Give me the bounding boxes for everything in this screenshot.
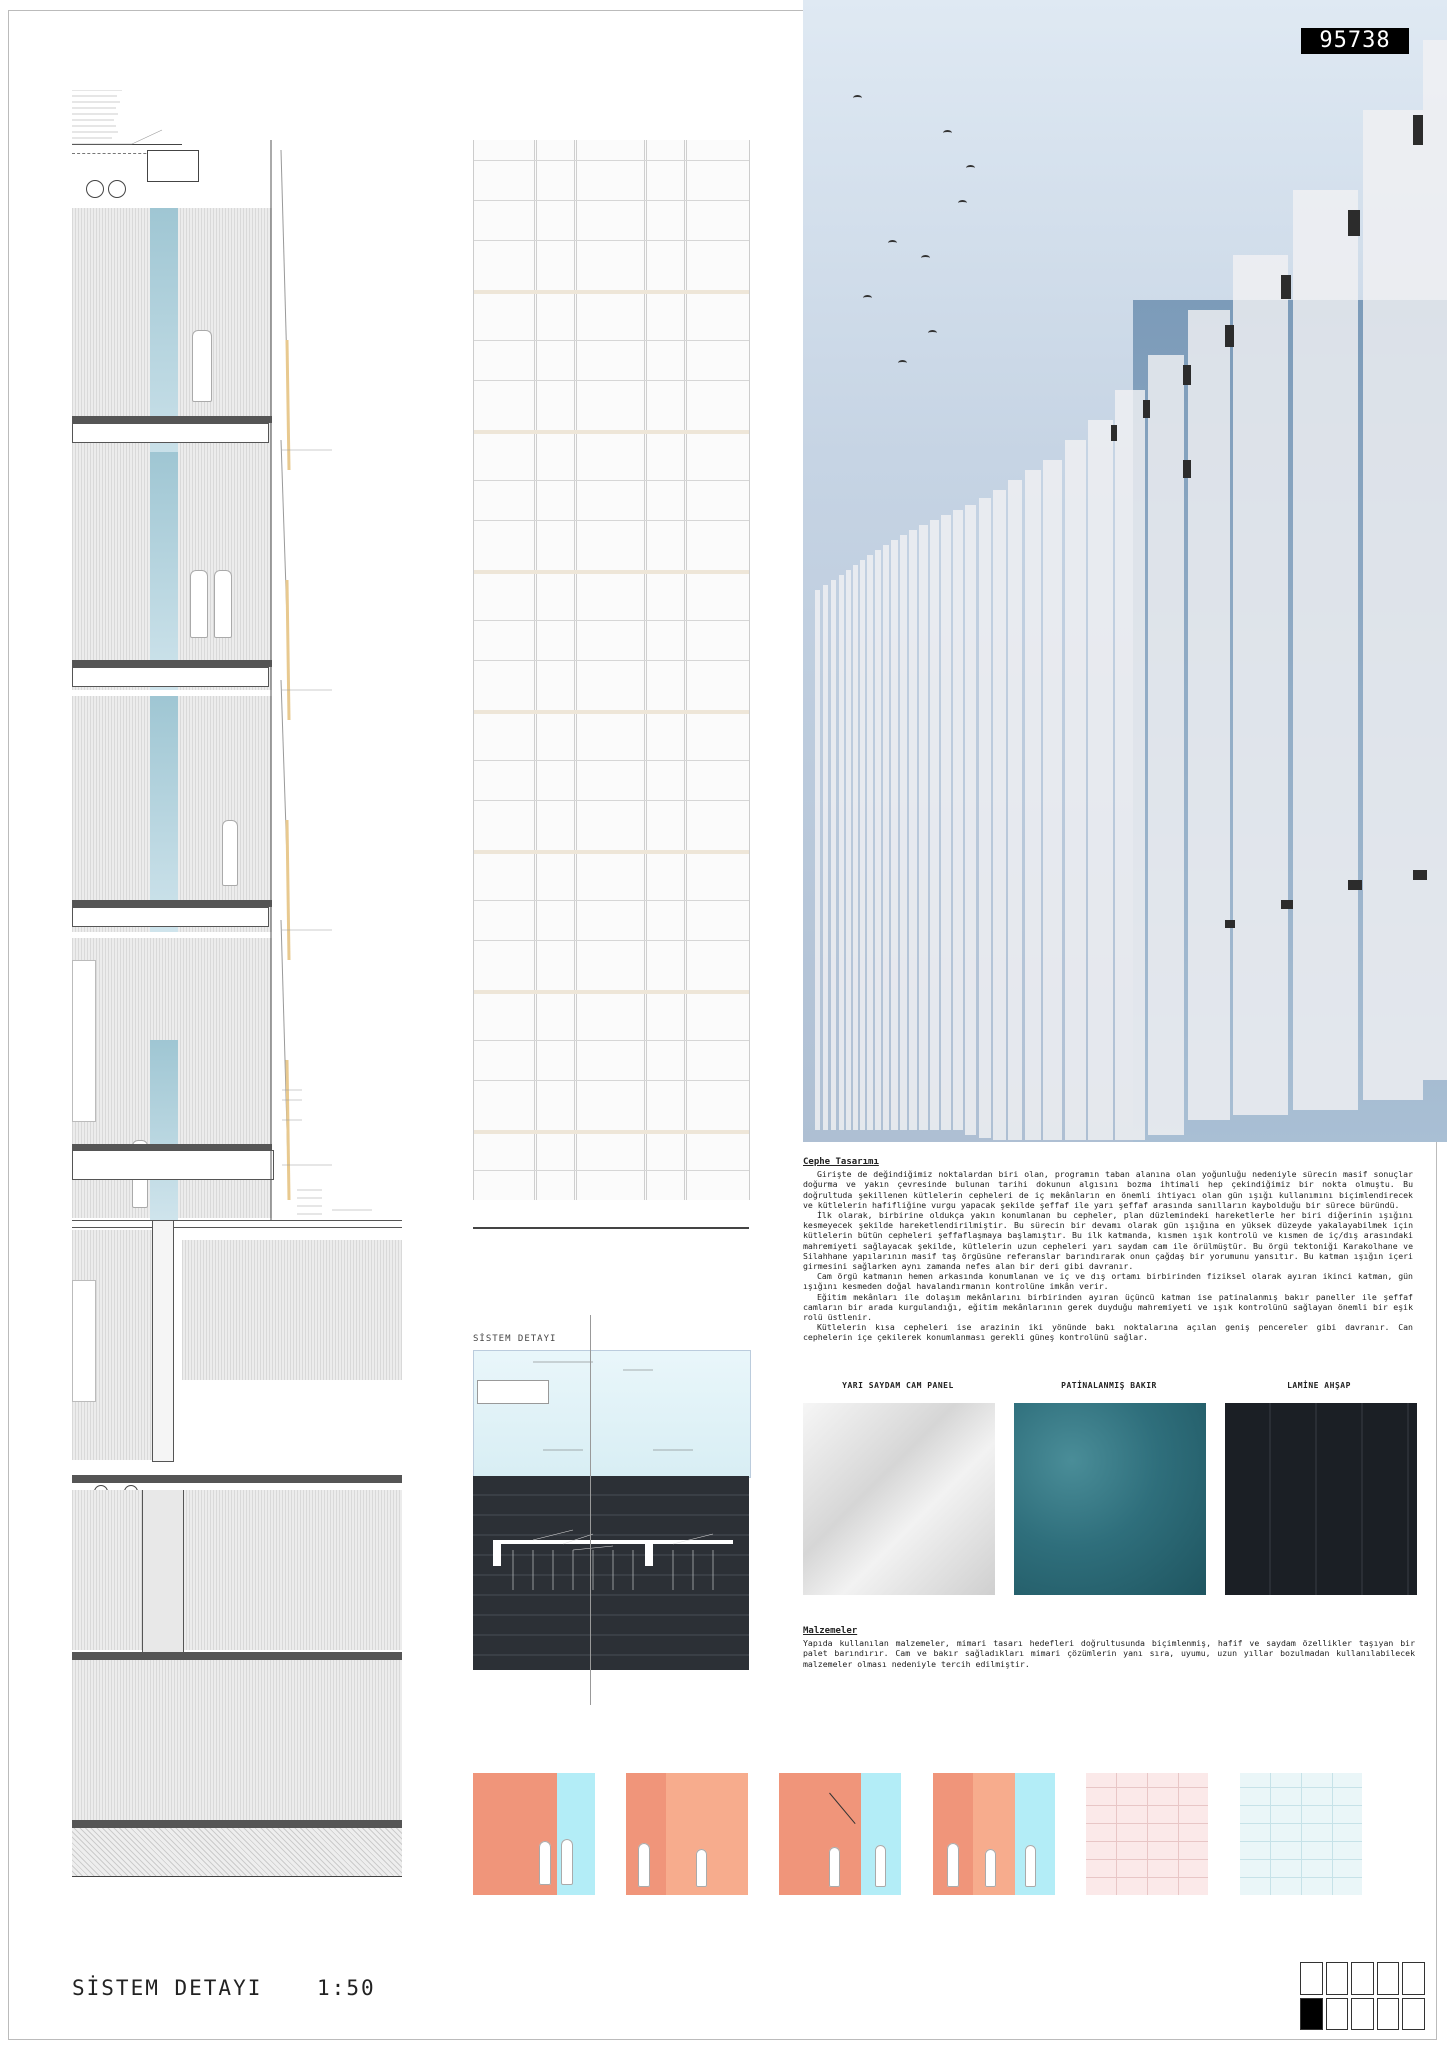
sheet-title-text: SİSTEM DETAYI <box>72 1976 263 2000</box>
swatch-translucent-glass <box>803 1403 995 1595</box>
detail-title: SİSTEM DETAYI <box>473 1334 557 1344</box>
parking-slab <box>72 1652 402 1660</box>
facade-diagram-4 <box>933 1773 1055 1895</box>
material-title: LAMİNE AHŞAP <box>1287 1381 1351 1390</box>
facade-paragraph: Girişte de değindiğimiz noktalardan biri olan, programın taban alanına olan yoğunluğu nedeniyle sürecin masif sonuçlar doğurma ve yakın çevresinde bulunan tarihi dokunun algısını bozma ihtimali hep çekindiğimiz bir nokta olmuştu. Bu doğrultuda şekillenen kütlelerin cepheleri de iç mekânların en önemli ihtiyacı olan gün ışığı kullanımını biçimlendirecek ve kütlelerin hafifliğine vurgu yapacak şekilde şeffaf ile yarı şeffaf arasında sanılların kaybolduğu bir sürece büründü. <box>803 1169 1413 1210</box>
facade-paragraph: İlk olarak, birbirine oldukça yakın konumlanan bu cepheler, plan düzlemindeki hareketlerle her biri diğerinin ışığını kesmeyecek şekilde hareketlendirilmiştir. Bu sürecin bir devamı olarak gün ışığına en yüksek düzeyde yakalayabilmek için kütlelerin bütün cepheleri şeffaflaşmaya başlamıştır. Bu ilk katmanda, kısmen ışık kontrolü ve kısmen de iç/dış arasındaki mahremiyeti sağlayacak şekilde, kütlelerin uzun cepheleri yarı saydam cam ile örülmüştür. Bu örgü tektoniği Karakolhane ve Silahhane yapılarının masif taş örgüsüne referanslar barındırarak onun çağdaş bir yorumunu yansıtır. Bu katman ışığın içeri girmesini sağlarken aynı zamanda nefes alan bir deri gibi davranır. <box>803 1210 1413 1272</box>
facade-diagram-3 <box>779 1773 901 1895</box>
facade-diagram-6 <box>1240 1773 1362 1895</box>
facade-paragraph: Kütlelerin kısa cepheleri ise arazinin iki yönünde bakı noktalarına açılan geniş pencereler gibi davranır. Can cephelerin içe çekilerek konumlanması gerekli güneş kontrolünü sağlar. <box>803 1322 1413 1343</box>
facade-render-image <box>803 0 1447 1142</box>
materials-heading: Malzemeler <box>803 1626 858 1636</box>
parking-level-2 <box>72 1660 402 1820</box>
basement-slab <box>72 1475 402 1483</box>
facade-diagram-5 <box>1086 1773 1208 1895</box>
elevation-ground-line <box>473 1227 749 1229</box>
detail-section-line <box>590 1315 591 1705</box>
parking-level-1 <box>72 1490 402 1650</box>
material-title: PATİNALANMIŞ BAKIR <box>1061 1381 1157 1390</box>
sheet-title <box>72 1976 376 2000</box>
material-title: YARI SAYDAM CAM PANEL <box>842 1381 954 1390</box>
sheet-scale: 1:50 <box>317 1976 376 2000</box>
facade-paragraph: Cam örgü katmanın hemen arkasında konumlanan ve iç ve dış ortamı birbirinden fiziksel olarak ayıran ikinci katman, gün ışığını kesmeden doğal havalandırmanın kontrolüne imkân verir. <box>803 1271 1413 1292</box>
facade-paragraph: Eğitim mekânları ile dolaşım mekânlarını birbirinden ayıran üçüncü katman ise patinalanmış bakır paneller ile şeffaf camların bir arada kurgulandığı, eğitim mekânlarının gerek duyduğu mahremiyeti ve ışık kontrolünü sağlayan önemli bir eşik rolü üstlenir. <box>803 1291 1413 1323</box>
swatch-laminated-wood <box>1225 1403 1417 1595</box>
facade-elevation <box>473 140 750 1200</box>
foundation-layers <box>72 1828 402 1877</box>
sheet-index-grid <box>1300 1962 1425 2030</box>
materials-paragraph: Yapıda kullanılan malzemeler, mimari tasarı hedefleri doğrultusunda biçimlenmiş, hafif ve saydam özellikler taşıyan bir palet barındırır. Cam ve bakır sağladıkları mimari çözümlerin yanı sıra, uyumu, uzun yıllar bozulmadan kullanılabilecek malzemeler olması nedeniyle tercih edilmiştir. <box>803 1638 1415 1669</box>
wall-section-drawing <box>72 80 402 1900</box>
facade-diagram-2 <box>626 1773 748 1895</box>
swatch-patina-copper <box>1014 1403 1206 1595</box>
detail-leaders <box>473 1350 749 1670</box>
materials-text <box>803 1626 1415 1669</box>
annotation-leaders <box>72 90 402 1390</box>
facade-diagram-1 <box>473 1773 595 1895</box>
foundation-slab <box>72 1820 402 1828</box>
system-detail-drawing <box>473 1350 749 1670</box>
project-id-badge: 95738 <box>1301 28 1409 54</box>
facade-design-heading: Cephe Tasarımı <box>803 1157 879 1167</box>
facade-design-text <box>803 1157 1413 1343</box>
